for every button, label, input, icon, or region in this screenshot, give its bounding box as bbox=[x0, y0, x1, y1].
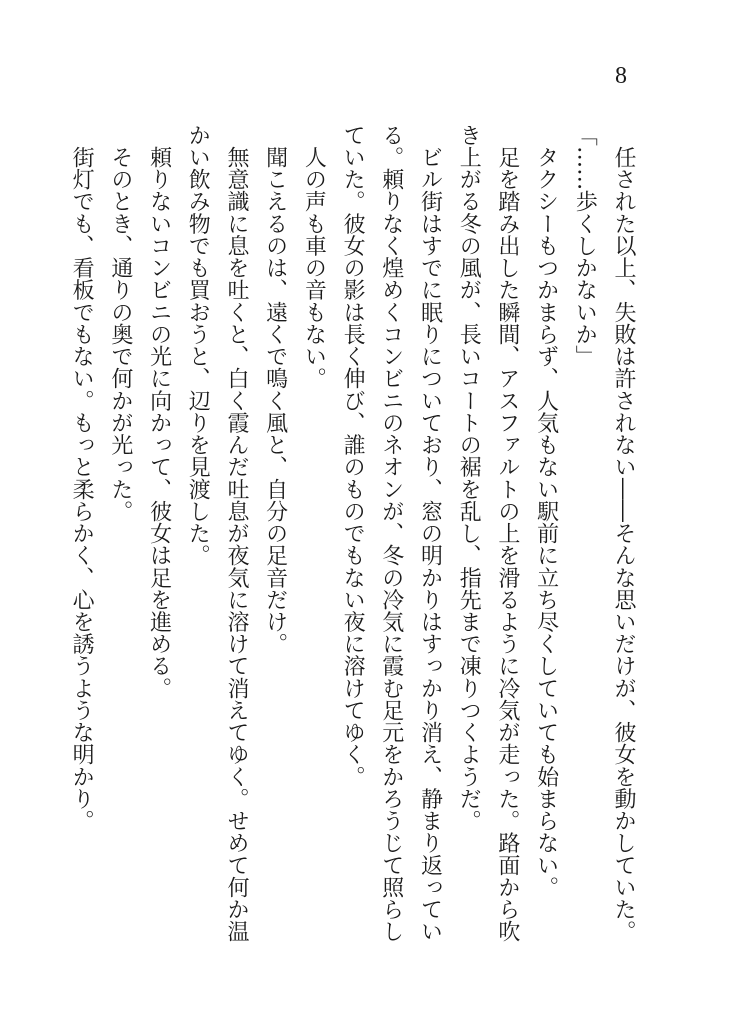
text-line: き上がる冬の風が、長いコートの裾を乱し、指先まで凍りつくようだ。 bbox=[456, 124, 482, 832]
text-line: 「……歩くしかないか」 bbox=[572, 124, 598, 368]
vertical-text-body bbox=[61, 124, 642, 943]
text-line: 街灯でも、看板でもない。もっと柔らかく、心を誘うような明かり。 bbox=[69, 124, 95, 832]
text-line: かい飲み物でも買おうと、辺りを見渡した。 bbox=[185, 124, 211, 567]
text-line: タクシーもつかまらず、人気もない駅前に立ち尽くしていても始まらない。 bbox=[533, 124, 559, 899]
text-line: 任された以上、失敗は許されない――そんな思いだけが、彼女を動かしていた。 bbox=[611, 124, 636, 943]
text-line: 足を踏み出した瞬間、アスファルトの上を滑るように冷気が走った。路面から吹 bbox=[494, 124, 520, 943]
text-line: 聞こえるのは、遠くで鳴く風と、自分の足音だけ。 bbox=[262, 124, 288, 655]
text-line: 無意識に息を吐くと、白く霞んだ吐息が夜気に溶けて消えてゆく。せめて何か温 bbox=[223, 124, 249, 943]
text-line: 頼りないコンビニの光に向かって、彼女は足を進める。 bbox=[146, 124, 172, 700]
text-line: ビル街はすでに眠りについており、窓の明かりはすっかり消え、静まり返ってい bbox=[417, 124, 443, 943]
text-line: 人の声も車の音もない。 bbox=[301, 124, 327, 390]
text-line: る。頼りなく煌めくコンビニのネオンが、冬の冷気に霞む足元をかろうじて照らし bbox=[378, 124, 404, 943]
page-number: 8 bbox=[615, 63, 627, 89]
text-line: そのとき、通りの奥で何かが光った。 bbox=[107, 124, 133, 523]
text-line: ていた。彼女の影は長く伸び、誰のものでもない夜に溶けてゆく。 bbox=[340, 124, 366, 788]
